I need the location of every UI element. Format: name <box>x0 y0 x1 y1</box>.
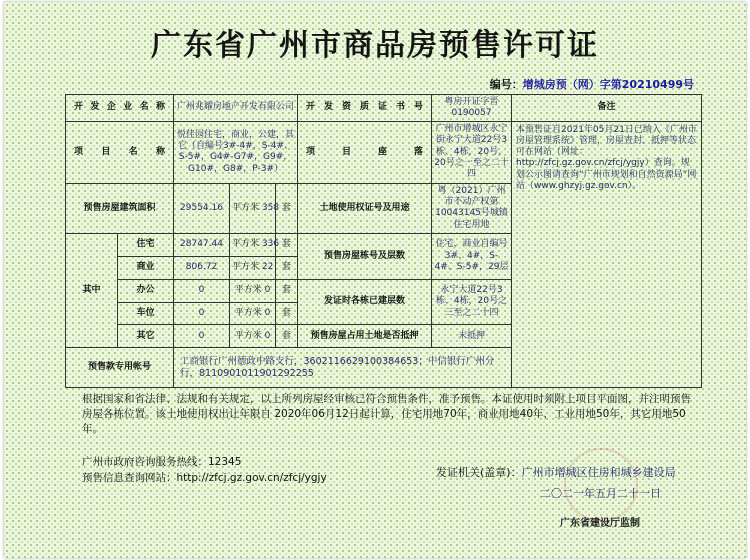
row-label-office: 办公 <box>118 279 174 302</box>
area-unit: 平方米 <box>232 202 260 213</box>
issuer-label: 发证机关(盖章)： <box>436 466 522 479</box>
building-label: 预售房屋栋号及层数 <box>298 233 432 279</box>
row-area-other: 0 <box>174 325 230 348</box>
row-label-commercial: 商业 <box>118 256 174 279</box>
row-count-unit-other: 套 <box>276 325 298 348</box>
row-count-unit-parking: 套 <box>276 302 298 325</box>
row-area-office: 0 <box>174 279 230 302</box>
floors-value: 永宁大道22号3栋、4栋，20号之三至之二十四 <box>432 279 512 325</box>
area-value: 29554.16 <box>174 183 230 233</box>
hotline-number: 12345 <box>208 456 242 468</box>
issuer-block <box>436 462 676 504</box>
project-label: 项目名称 <box>66 121 174 183</box>
certificate-title: 广东省广州市商品房预售许可证 <box>151 28 599 63</box>
of-which-label: 其中 <box>66 233 118 347</box>
mortgage-value: 未抵押 <box>432 325 512 348</box>
website-url[interactable]: http://zfcj.gz.gov.cn/zfcj/ygjy <box>176 472 327 484</box>
hotline-line <box>82 454 327 470</box>
notes-label: 备注 <box>512 95 702 122</box>
issue-date: 二〇二一年五月二十一日 <box>540 487 661 500</box>
approval-paragraph: 根据国家和省法律、法规和有关规定，以上所列房屋经审核已符合预售条件，准予预售。本证使用时须附上项目平面图，并注明预售房屋各栋位置。该土地使用权出让年限自 2020年06月12日起计算，住宅用地70年，商业用地40年，工业用地50年，其它用地50年。 <box>82 393 691 435</box>
developer-value: 广州兆耀房地产开发有限公司 <box>174 95 298 122</box>
row-label-other: 其它 <box>118 325 174 348</box>
area-count-unit: 套 <box>276 183 298 233</box>
row-area-parking: 0 <box>174 302 230 325</box>
land-value: 粤（2021）广州市不动产权第10043145号城镇住宅用地 <box>432 183 512 233</box>
row-unit-parking: 平方米 0 <box>230 302 276 325</box>
cert-value: 粤房开证字晋0190057 <box>432 95 512 122</box>
row-count-unit-residential: 套 <box>276 233 298 256</box>
mortgage-label: 预售房屋占用土地是否抵押 <box>298 325 432 348</box>
website-label: 预售信息查询网站： <box>82 472 177 484</box>
row-area-residential: 28747.44 <box>174 233 230 256</box>
developer-label: 开发企业名称 <box>66 95 174 122</box>
area-label: 预售房屋建筑面积 <box>66 183 174 233</box>
row-unit-other: 平方米 0 <box>230 325 276 348</box>
row-count-unit-commercial: 套 <box>276 256 298 279</box>
serial-value: 增城房预（网）字第20210499号 <box>522 78 694 91</box>
row-unit-residential: 平方米 336 <box>230 233 276 256</box>
row-label-parking: 车位 <box>118 302 174 325</box>
row-unit-office: 平方米 0 <box>230 279 276 302</box>
project-value: 悦佳园住宅，商业，公建，其它（自编号3#-4#，S-4#、S-5#，G4#-G7#，G9#，G10#，G8#，P-3#） <box>174 121 298 183</box>
serial-number <box>490 76 694 92</box>
issuer-line <box>436 462 676 483</box>
issuer-value: 广州市增城区住房和城乡建设局 <box>521 466 676 479</box>
account-value: 工商银行广州德政中路支行，3602116629100384653；中信银行广州分行，811090101190​1292255 <box>174 348 512 388</box>
cert-label: 开发资质证书号 <box>298 95 432 122</box>
area-unit-count <box>230 183 280 233</box>
location-value: 广州市增城区永宁街永宁大道22号3栋、4栋，20号、20号之一至之二十四 <box>432 121 512 183</box>
website-line <box>82 470 327 486</box>
row-label-residential: 住宅 <box>118 233 174 256</box>
hotline-label: 广州市政府咨询服务热线： <box>82 456 208 468</box>
account-label: 预售款专用帐号 <box>66 348 174 388</box>
area-count: 358 <box>261 202 280 213</box>
row-area-commercial: 806.72 <box>174 256 230 279</box>
location-label: 项目座落 <box>298 121 432 183</box>
row-count-unit-office: 套 <box>276 279 298 302</box>
row-unit-commercial: 平方米 22 <box>230 256 276 279</box>
certificate-table <box>65 94 702 388</box>
footer-supervisor: 广东省建设厅监制 <box>560 518 640 529</box>
serial-label: 编号： <box>489 78 523 91</box>
certificate-page <box>4 2 746 558</box>
notes-value: 本预售证自2021年05月21日已纳入《广州市房屋管理系统》管理，房屋查封、抵押等状态可在网站（网址：http://zfcj.gz.gov.cn/zfcj/ygjy）查询。规划公示图请查询“广州市规划和自然资源局”网站（www.ghzyj.gz.gov.cn）。 <box>512 121 702 387</box>
land-label: 土地使用权证号及用途 <box>298 183 432 233</box>
contact-block <box>82 454 327 486</box>
floors-label: 发证时各栋已建层数 <box>298 279 432 325</box>
building-value: 住宅，商业自编号3#、4#，S-4#、S-5#，29层 <box>432 233 512 279</box>
